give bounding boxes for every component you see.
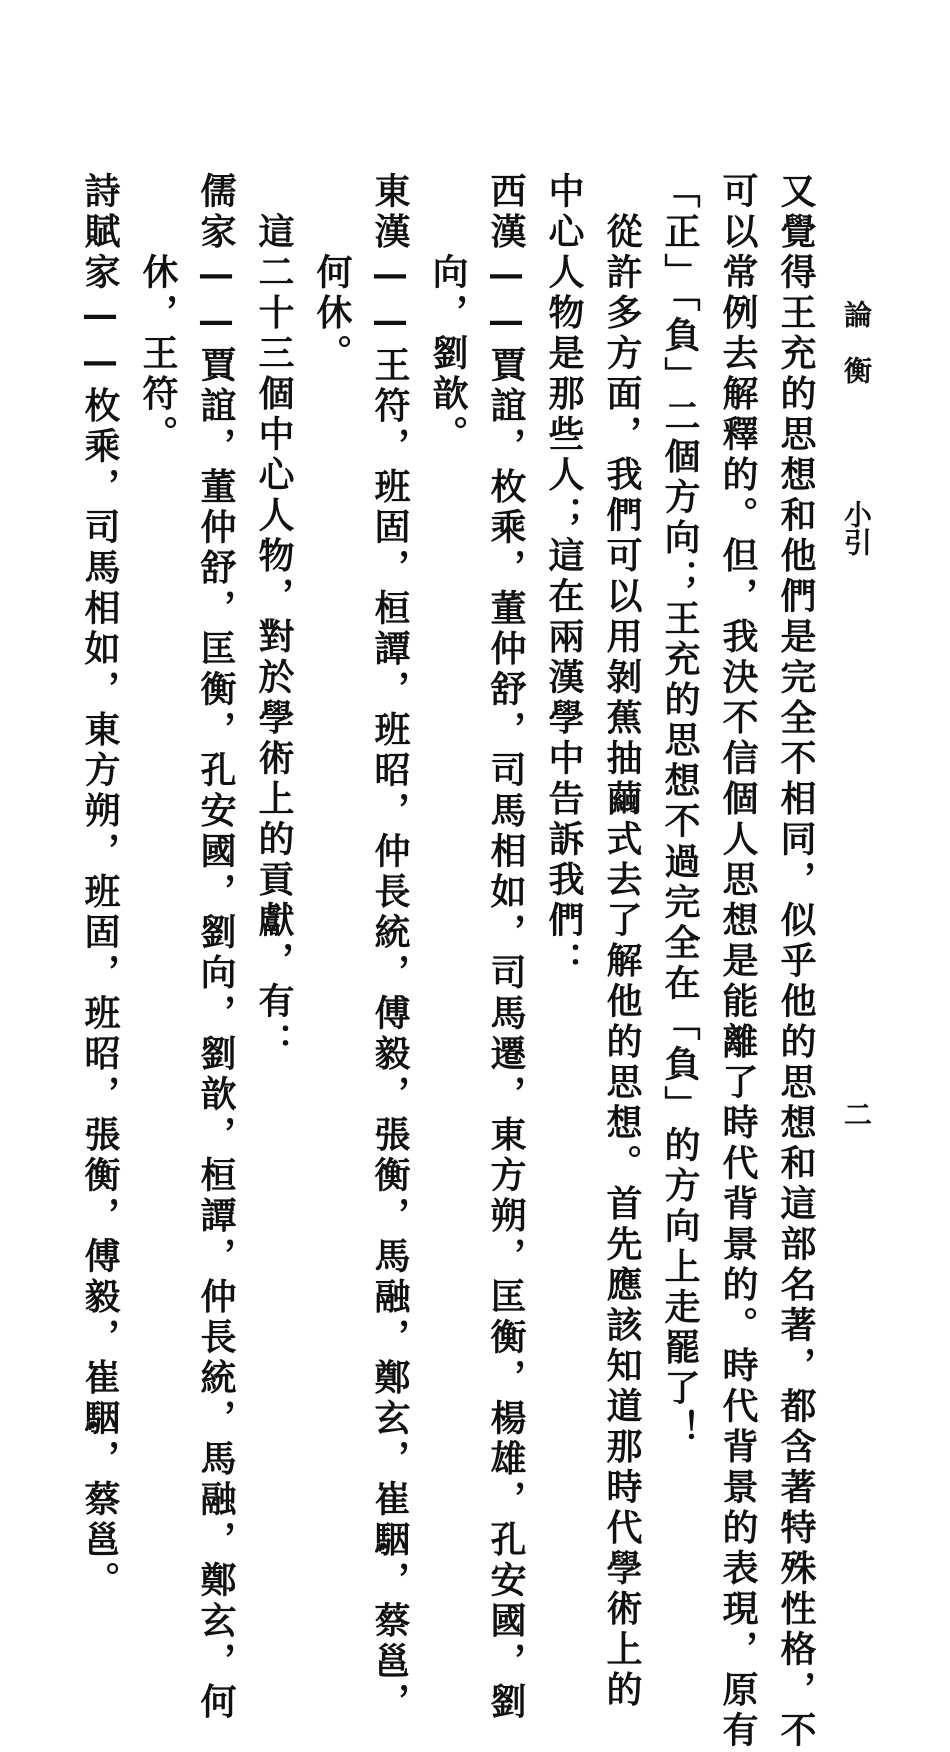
text-column-6: 西漢——賈誼，枚乘，董仲舒，司馬相如，司馬遷，東方朔，匡衡，楊雄，孔安國，劉 — [485, 172, 527, 1723]
book-title: 論 衡 — [840, 300, 873, 384]
text-column-4: 從許多方面，我們可以用剝蕉抽繭式去了解他的思想。首先應該知道那時代學術上的 — [601, 172, 643, 1711]
running-header — [832, 300, 876, 1160]
text-column-5: 中心人物是那些人；這在兩漢學中告訴我們： — [543, 172, 585, 982]
text-column-9: 何休。 — [311, 172, 353, 375]
text-column-8: 東漢——王符，班固，桓譚，班昭，仲長統，傅毅，張衡，馬融，鄭玄，崔駰，蔡邕， — [369, 172, 411, 1723]
text-column-13: 詩賦家——枚乘，司馬相如，東方朔，班固，班昭，張衡，傅毅，崔駰，蔡邕。 — [79, 172, 121, 1602]
text-column-1: 又覺得王充的思想和他們是完全不相同，似乎他的思想和這部名著，都含著特殊性格，不 — [775, 172, 817, 1752]
section-title: 小引 — [840, 500, 873, 556]
text-column-10: 這二十三個中心人物，對於學術上的貢獻，有： — [253, 172, 295, 1063]
page-number: 二 — [840, 1100, 873, 1128]
text-column-11: 儒家——賈誼，董仲舒，匡衡，孔安國，劉向，劉歆，桓譚，仲長統，馬融，鄭玄，何 — [195, 172, 237, 1723]
text-column-12: 休，王符。 — [137, 172, 179, 456]
text-column-7: 向，劉歆。 — [427, 172, 469, 456]
text-column-2: 可以常例去解釋的。但，我決不信個人思想是能離了時代背景的。時代背景的表現，原有 — [717, 172, 759, 1752]
text-column-3: 「正」「負」二個方向；王充的思想不過完全在「負」的方向上走罷了！ — [659, 172, 701, 1450]
